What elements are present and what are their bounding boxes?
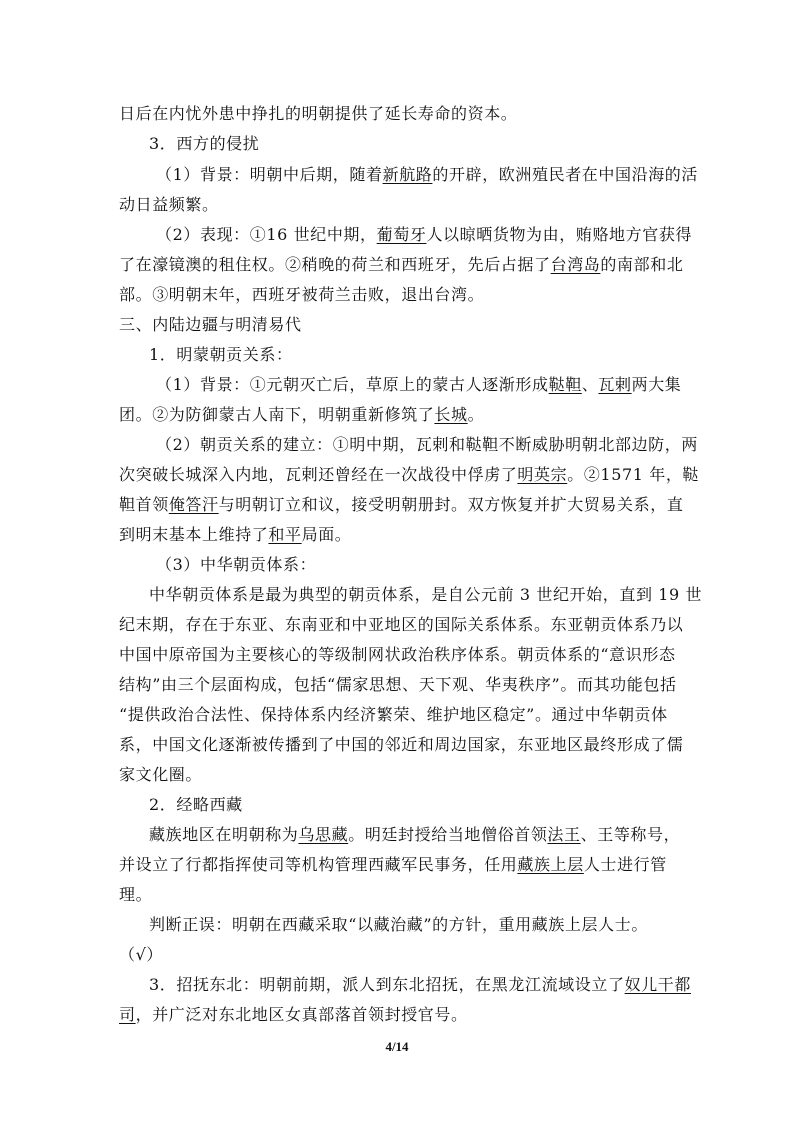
text-segment: （2）朝贡关系的建立：①明中期，瓦剌和鞑靼不断威胁明朝北部边防，两	[156, 435, 698, 454]
text-segment: 三、内陆边疆与明清易代	[119, 315, 302, 334]
text-line	[119, 495, 683, 515]
text-segment: 与明朝订立和议，接受明朝册封。双方恢复并扩大贸易关系，直	[218, 495, 684, 514]
section-heading	[156, 555, 316, 575]
text-segment: （1）背景：明朝中后期，随着	[156, 165, 383, 184]
text-segment: 、	[581, 375, 599, 394]
text-segment: （2）表现：①16 世纪中期，	[156, 225, 377, 244]
text-segment: 2．经略西藏	[149, 795, 243, 814]
text-line	[149, 975, 691, 995]
text-line	[119, 645, 676, 665]
text-segment: 纪末期，存在于东亚、东南亚和中亚地区的国际关系体系。东亚朝贡体系乃以	[119, 615, 684, 634]
text-line	[119, 615, 683, 635]
text-segment: 理。	[119, 885, 153, 904]
text-segment: 中国中原帝国为主要核心的等级制网状政治秩序体系。朝贡体系的“意识形态	[119, 645, 676, 664]
text-segment: 的开辟，欧洲殖民者在中国沿海的活	[432, 165, 699, 184]
text-segment: 次突破长城深入内地，瓦剌还曾经在一次战役中俘虏了	[119, 465, 518, 484]
text-segment: 3．招抚东北：明朝前期，派人到东北招抚，在黑龙江流域设立了	[149, 975, 625, 994]
underlined-term: 藏族上层	[517, 855, 584, 874]
text-line	[119, 675, 677, 695]
underlined-term: 长城	[434, 405, 468, 424]
text-segment: 。明廷封授给当地僧俗首领	[348, 825, 548, 844]
text-segment: 系，中国文化逐渐被传播到了中国的邻近和周边国家，东亚地区最终形成了儒	[119, 735, 684, 754]
text-line	[156, 165, 698, 185]
text-line	[119, 855, 667, 875]
underlined-term: 司	[119, 1005, 136, 1024]
text-line	[149, 585, 702, 605]
text-segment: （1）背景：①元朝灭亡后，草原上的蒙古人逐渐形成	[156, 375, 549, 394]
text-line	[119, 765, 202, 785]
text-line	[119, 525, 351, 545]
underlined-term: 和平	[268, 525, 302, 544]
text-line	[119, 405, 484, 425]
text-line	[119, 285, 484, 305]
text-segment: 动日益频繁。	[119, 195, 219, 214]
underlined-term: 明英宗	[517, 465, 568, 484]
text-line	[119, 104, 517, 124]
text-line	[149, 915, 648, 935]
text-line	[156, 375, 681, 395]
text-segment: 。②1571 年，鞑	[567, 465, 700, 484]
text-segment: 了在濠镜澳的租住权。②稍晚的荷兰和西班牙，先后占据了	[119, 255, 551, 274]
text-segment: 3．西方的侵扰	[149, 134, 260, 153]
underlined-term: 法王	[547, 825, 581, 844]
text-line	[156, 225, 692, 245]
text-segment: 到明末基本上维持了	[119, 525, 269, 544]
text-segment: （√）	[119, 945, 163, 964]
text-line	[119, 735, 683, 755]
text-segment: 团。②为防御蒙古人南下，明朝重新修筑了	[119, 405, 435, 424]
text-segment: 局面。	[301, 525, 352, 544]
section-heading	[119, 315, 302, 335]
section-heading	[149, 134, 259, 154]
text-segment: ，并广泛对东北地区女真部落首领封授官号。	[135, 1005, 468, 1024]
text-segment: 。	[467, 405, 485, 424]
underlined-term: 新航路	[382, 165, 433, 184]
section-heading	[149, 795, 243, 815]
text-segment: 人以晾晒货物为由，贿赂地方官获得	[426, 225, 693, 244]
answer-mark	[119, 945, 163, 965]
text-line	[119, 1005, 468, 1025]
text-segment: （3）中华朝贡体系：	[156, 555, 317, 574]
underlined-term: 鞑靼	[548, 375, 582, 394]
text-segment: 日后在内忧外患中挣扎的明朝提供了延长寿命的资本。	[119, 104, 518, 123]
underlined-term: 葡萄牙	[376, 225, 427, 244]
text-segment: 中华朝贡体系是最为典型的朝贡体系，是自公元前 3 世纪开始，直到 19 世	[149, 585, 703, 604]
page-number: 4/14	[385, 1039, 409, 1054]
text-segment: 两大集	[631, 375, 682, 394]
text-line	[119, 885, 152, 905]
underlined-term: 俺答汗	[168, 495, 219, 514]
underlined-term: 瓦剌	[598, 375, 632, 394]
text-line	[156, 435, 698, 455]
text-segment: 家文化圈。	[119, 765, 203, 784]
underlined-term: 乌思藏	[298, 825, 349, 844]
text-line	[119, 195, 219, 215]
text-line	[119, 705, 668, 725]
section-heading	[149, 345, 293, 365]
text-segment: 的南部和北	[600, 255, 684, 274]
text-segment: 部。③明朝末年，西班牙被荷兰击败，退出台湾。	[119, 285, 485, 304]
text-line	[149, 825, 680, 845]
text-segment: 结构”由三个层面构成，包括“儒家思想、天下观、华夷秩序”。而其功能包括	[119, 675, 677, 694]
text-segment: 并设立了行都指挥使司等机构管理西藏军民事务，任用	[119, 855, 518, 874]
underlined-term: 台湾岛	[550, 255, 601, 274]
text-segment: 藏族地区在明朝称为	[149, 825, 299, 844]
text-segment: 判断正误：明朝在西藏采取“以藏治藏”的方针，重用藏族上层人士。	[149, 915, 648, 934]
text-segment: 、王等称号，	[580, 825, 681, 844]
text-line	[119, 255, 683, 275]
text-segment: 1．明蒙朝贡关系：	[149, 345, 293, 364]
text-segment: 人士进行管	[583, 855, 667, 874]
text-line	[119, 465, 699, 485]
text-segment: 靼首领	[119, 495, 169, 514]
underlined-term: 奴儿干都	[624, 975, 691, 994]
text-segment: “提供政治合法性、保持体系内经济繁荣、维护地区稳定”。通过中华朝贡体	[119, 705, 668, 724]
